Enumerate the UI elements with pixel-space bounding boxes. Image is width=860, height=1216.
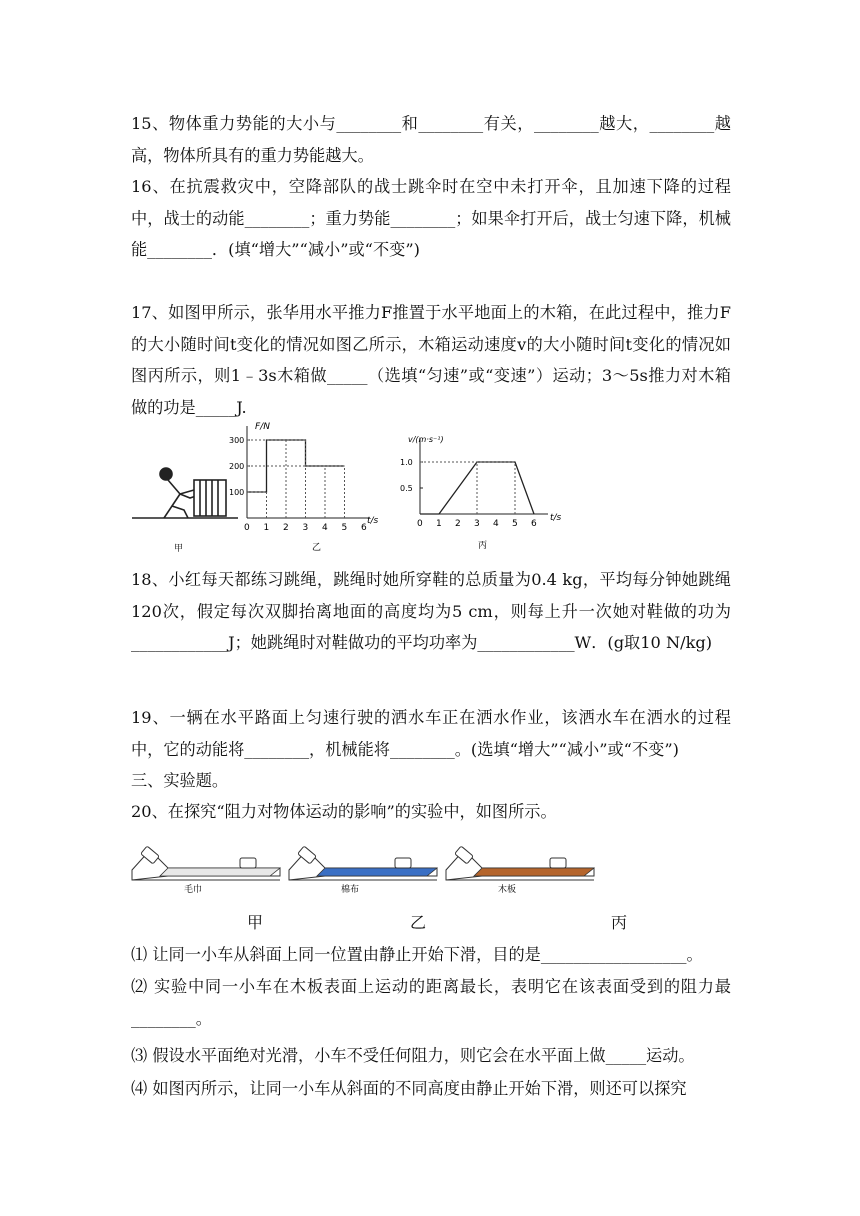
cart-icon (395, 858, 411, 868)
chart-v-ylabel: v/(m·s⁻¹) (408, 435, 444, 444)
cart-icon (240, 858, 256, 868)
figure-17 (130, 418, 570, 558)
y-tick-label: 300 (229, 436, 245, 445)
chart-v-t (400, 435, 562, 551)
surface-strip (160, 868, 280, 876)
ramp-setup (289, 846, 437, 895)
question-20: 20、在探究“阻力对物体运动的影响”的实验中，如图所示。 (131, 802, 557, 821)
question-16: 16、在抗震救灾中，空降部队的战士跳伞时在空中未打开伞，且加速下降的过程中，战士的动能________；重力势能________；如果伞打开后，战士匀速下降，机械能________．(填“增大”“减小”或“不变”) (131, 177, 731, 259)
figure-20 (130, 836, 600, 898)
x-tick-label: 6 (531, 519, 537, 529)
caption-bing: 丙 (611, 913, 628, 932)
x-tick-label: 0 (244, 523, 250, 533)
y-tick-label: 0.5 (400, 484, 413, 493)
label-jia: 甲 (174, 544, 184, 554)
question-18: 18、小红每天都练习跳绳，跳绳时她所穿鞋的总质量为0.4 kg，平均每分钟她跳绳120次，假定每次双脚抬离地面的高度均为5 cm，则每上升一次她对鞋做的功为____________J；她跳绳时对鞋做功的平均功率为____________W．(g取10 N/kg) (131, 570, 731, 652)
x-tick-label: 3 (474, 519, 480, 529)
person-pushing-box-illustration (132, 468, 238, 518)
question-20-part-3: ⑶ 假设水平面绝对光滑，小车不受任何阻力，则它会在水平面上做_____运动。 (131, 1046, 695, 1065)
chart-F-ylabel: F/N (255, 422, 270, 432)
chart-F-xlabel: t/s (367, 516, 379, 526)
x-tick-label: 3 (302, 523, 309, 533)
ramp-setup (132, 846, 280, 895)
question-20-part-2: ⑵ 实验中同一小车在木板表面上运动的距离最长，表明它在该表面受到的阻力最________。 (131, 977, 731, 1028)
x-tick-label: 1 (263, 523, 270, 533)
chart-v-xlabel: t/s (550, 513, 562, 523)
surface-label: 棉布 (341, 885, 360, 895)
surface-strip (474, 868, 594, 876)
surface-label: 木板 (498, 885, 517, 895)
cart-icon (550, 858, 566, 868)
question-19: 19、一辆在水平路面上匀速行驶的洒水车正在洒水作业，该洒水车在洒水的过程中，它的动能将________，机械能将________。(选填“增大”“减小”或“不变”) (131, 708, 731, 759)
caption-yi: 乙 (410, 913, 427, 932)
surface-label: 毛巾 (184, 885, 203, 895)
x-tick-label: 1 (436, 519, 442, 529)
x-tick-label: 4 (493, 519, 499, 529)
ramp-setup (446, 846, 594, 895)
label-bing: 丙 (478, 541, 488, 551)
section-heading: 三、实验题。 (131, 771, 229, 790)
x-tick-label: 5 (512, 519, 518, 529)
x-tick-label: 5 (341, 523, 348, 533)
caption-jia: 甲 (247, 913, 264, 932)
question-20-part-4: ⑷ 如图丙所示，让同一小车从斜面的不同高度由静止开始下滑，则还可以探究 (131, 1079, 687, 1098)
question-17: 17、如图甲所示，张华用水平推力F推置于水平地面上的木箱，在此过程中，推力F的大小随时间t变化的情况如图乙所示，木箱运动速度v的大小随时间t变化的情况如图丙所示，则1﹣3s木箱做_____（选填“匀速”或“变速”）运动；3～5s推力对木箱做的功是_____J. (131, 303, 731, 417)
x-tick-label: 2 (283, 523, 289, 533)
label-yi: 乙 (312, 543, 322, 553)
question-20-part-1: ⑴ 让同一小车从斜面上同一位置由静止开始下滑，目的是__________________。 (131, 945, 703, 964)
x-tick-label: 2 (455, 519, 461, 529)
x-tick-label: 4 (322, 523, 328, 533)
surface-strip (317, 868, 437, 876)
chart-F-t (229, 422, 379, 553)
y-tick-label: 100 (229, 488, 245, 497)
x-tick-label: 6 (361, 523, 367, 533)
y-tick-label: 200 (229, 462, 245, 471)
question-15: 15、物体重力势能的大小与________和________有关，________越大，________越高，物体所具有的重力势能越大。 (131, 114, 731, 165)
x-tick-label: 0 (417, 519, 423, 529)
y-tick-label: 1.0 (400, 458, 413, 467)
